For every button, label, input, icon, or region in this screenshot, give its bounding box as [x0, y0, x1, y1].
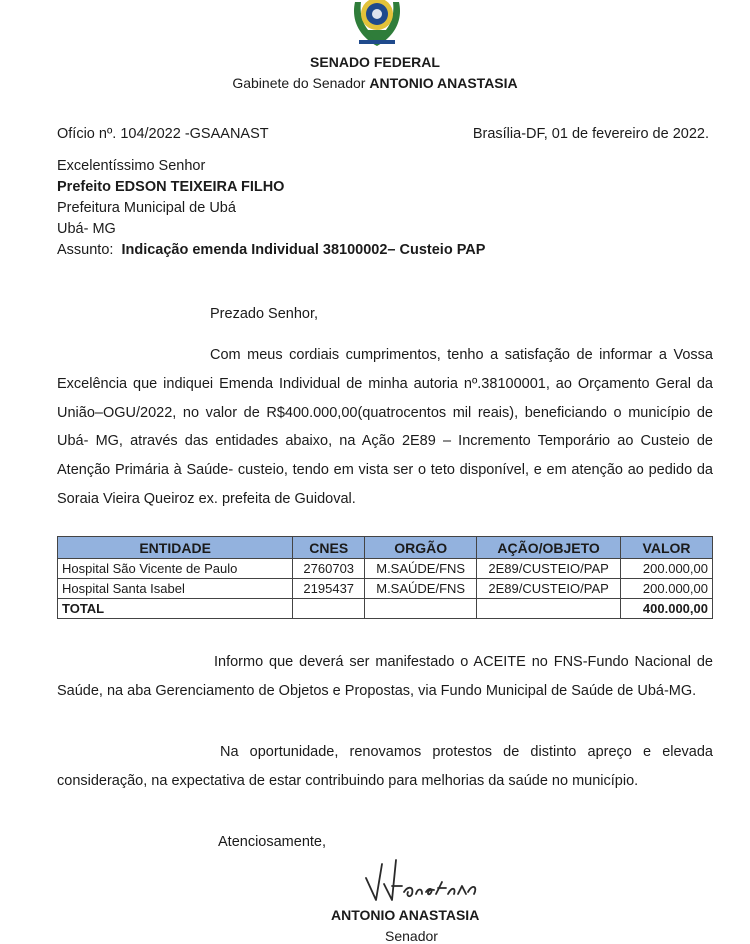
table-cell [365, 599, 477, 619]
institution-title: SENADO FEDERAL [310, 54, 440, 70]
column-header: CNES [293, 537, 365, 559]
salutation-line: Excelentíssimo Senhor [57, 158, 206, 174]
recipient-org: Prefeitura Municipal de Ubá [57, 200, 236, 216]
document-reference: Ofício nº. 104/2022 -GSAANAST [57, 126, 269, 142]
signer-title: Senador [385, 928, 438, 944]
column-header: AÇÃO/OBJETO [477, 537, 621, 559]
total-label: TOTAL [58, 599, 293, 619]
column-header: ORGÃO [365, 537, 477, 559]
table-cell [477, 599, 621, 619]
table-cell: Hospital São Vicente de Paulo [58, 559, 293, 579]
column-header: VALOR [621, 537, 713, 559]
table-cell: 2195437 [293, 579, 365, 599]
table-row [58, 579, 713, 599]
table-cell: 2E89/CUSTEIO/PAP [477, 579, 621, 599]
table-cell: 200.000,00 [621, 559, 713, 579]
table-cell: M.SAÚDE/FNS [365, 579, 477, 599]
closing: Atenciosamente, [218, 834, 327, 850]
entities-table [57, 536, 713, 619]
table-cell: M.SAÚDE/FNS [365, 559, 477, 579]
body-paragraph-2: Informo que deverá ser manifestado o ACEITE no FNS-Fundo Nacional de Saúde, na aba Gerenciamento de Objetos e Propostas, via Fundo Municipal de Saúde de Ubá-MG. [57, 654, 713, 699]
subject-label: Assunto: [57, 242, 114, 258]
table-header-row [58, 537, 713, 559]
subject-text: Indicação emenda Individual 38100002– Custeio PAP [121, 242, 486, 258]
body-paragraph-1: Com meus cordiais cumprimentos, tenho a satisfação de informar a Vossa Excelência que indiquei Emenda Individual de minha autoria nº.38100001, ao Orçamento Geral da União–OGU/2022, no valor de R$400.000,00(quatrocentos mil reais), beneficiando o município de Ubá- MG, através das entidades abaixo, na Ação 2E89 – Incremento Temporário ao Custeio de Atenção Primária à Saúde- custeio, tendo em vista ser o teto disponível, e em atenção ao pedido da Soraia Vieira Queiroz ex. prefeita de Guidoval. [57, 347, 713, 507]
table-cell: 200.000,00 [621, 579, 713, 599]
table-cell [293, 599, 365, 619]
table-cell: 2760703 [293, 559, 365, 579]
greeting: Prezado Senhor, [210, 306, 319, 322]
table-row [58, 559, 713, 579]
subject-line [57, 242, 485, 258]
signature-image [362, 856, 492, 904]
recipient-name: Prefeito EDSON TEIXEIRA FILHO [57, 179, 285, 195]
recipient-city: Ubá- MG [57, 221, 116, 237]
table-total-row [58, 599, 713, 619]
office-subtitle [0, 75, 750, 91]
total-value: 400.000,00 [621, 599, 713, 619]
office-subtitle-prefix: Gabinete do Senador [232, 75, 366, 91]
senator-name: ANTONIO ANASTASIA [369, 75, 518, 91]
place-date: Brasília-DF, 01 de fevereiro de 2022. [472, 126, 709, 142]
body-paragraph-3: Na oportunidade, renovamos protestos de distinto apreço e elevada consideração, na expectativa de estar contribuindo para melhorias da saúde no município. [57, 744, 713, 789]
signer-name: ANTONIO ANASTASIA [331, 907, 480, 923]
table-cell: Hospital Santa Isabel [58, 579, 293, 599]
brazil-coat-of-arms-icon [349, 0, 405, 50]
table-cell: 2E89/CUSTEIO/PAP [477, 559, 621, 579]
column-header: ENTIDADE [58, 537, 293, 559]
